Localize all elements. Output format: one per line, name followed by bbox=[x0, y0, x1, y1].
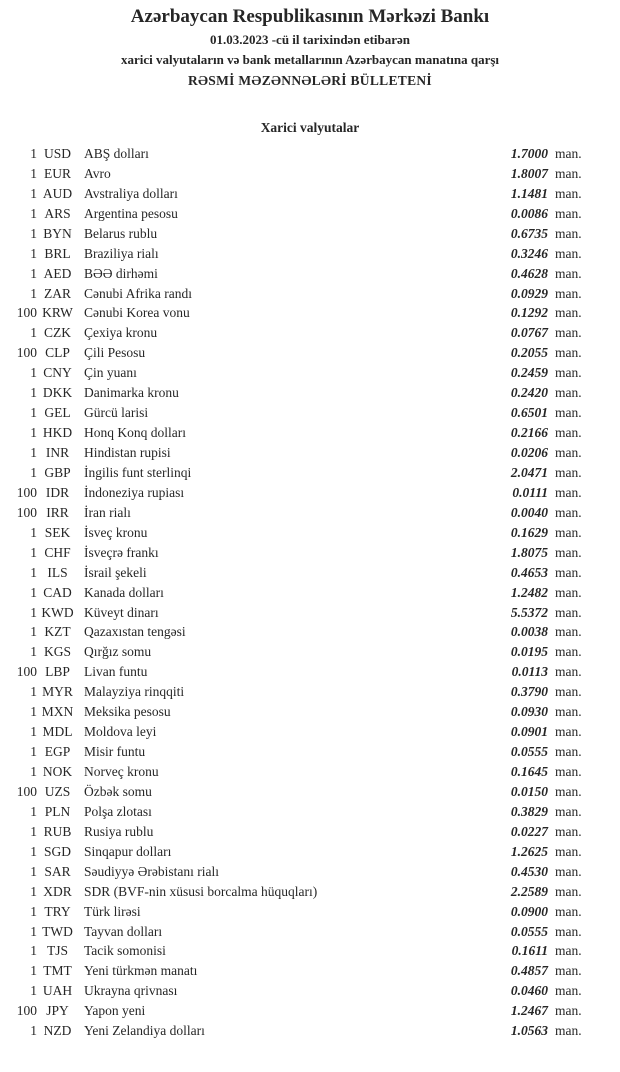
exchange-rate-value: 0.3790 bbox=[510, 684, 548, 700]
currency-code: NZD bbox=[43, 1023, 72, 1039]
currency-unit-label: man. bbox=[555, 345, 582, 361]
currency-quantity: 1 bbox=[30, 325, 37, 341]
exchange-rate-row bbox=[0, 443, 620, 463]
exchange-rate-row bbox=[0, 164, 620, 184]
currency-quantity: 1 bbox=[30, 584, 37, 600]
currency-unit-label: man. bbox=[555, 983, 582, 999]
bulletin-header bbox=[0, 0, 620, 89]
currency-code: CLP bbox=[45, 345, 70, 361]
exchange-rate-row bbox=[0, 483, 620, 503]
currency-unit-label: man. bbox=[555, 883, 582, 899]
currency-quantity: 1 bbox=[30, 225, 37, 241]
currency-code: IRR bbox=[46, 504, 69, 520]
currency-quantity: 1 bbox=[30, 843, 37, 859]
currency-quantity: 1 bbox=[30, 245, 37, 261]
currency-quantity: 1 bbox=[30, 445, 37, 461]
exchange-rate-value: 5.5372 bbox=[510, 604, 548, 620]
currency-unit-label: man. bbox=[555, 405, 582, 421]
exchange-rate-row bbox=[0, 802, 620, 822]
exchange-rate-value: 0.0929 bbox=[510, 285, 548, 301]
exchange-rate-row bbox=[0, 224, 620, 244]
exchange-rate-row bbox=[0, 463, 620, 483]
currency-quantity: 100 bbox=[16, 664, 37, 680]
exchange-rate-value: 0.2055 bbox=[510, 345, 548, 361]
exchange-rate-row bbox=[0, 523, 620, 543]
currency-unit-label: man. bbox=[555, 285, 582, 301]
currency-name: Çili Pesosu bbox=[84, 345, 146, 361]
exchange-rate-value: 0.1629 bbox=[510, 524, 548, 540]
exchange-rate-value: 1.8007 bbox=[510, 165, 548, 181]
exchange-rate-row bbox=[0, 682, 620, 702]
currency-quantity: 1 bbox=[30, 425, 37, 441]
currency-code: AUD bbox=[42, 185, 73, 201]
exchange-rate-row bbox=[0, 603, 620, 623]
currency-unit-label: man. bbox=[555, 863, 582, 879]
exchange-rate-row bbox=[0, 822, 620, 842]
currency-code: KWD bbox=[41, 604, 74, 620]
currency-name: Cənubi Afrika randı bbox=[84, 285, 192, 301]
exchange-rate-value: 1.2482 bbox=[510, 584, 548, 600]
exchange-rate-value: 0.4628 bbox=[510, 265, 548, 281]
exchange-rate-row bbox=[0, 383, 620, 403]
currency-code: SGD bbox=[43, 843, 71, 859]
currency-name: İsrail şekeli bbox=[84, 564, 147, 580]
currency-name: Sinqapur dolları bbox=[84, 843, 172, 859]
currency-name: Yeni Zelandiya dolları bbox=[84, 1023, 205, 1039]
exchange-rate-row bbox=[0, 762, 620, 782]
currency-code: BYN bbox=[43, 225, 72, 241]
exchange-rate-value: 0.0900 bbox=[510, 903, 548, 919]
currency-unit-label: man. bbox=[555, 305, 582, 321]
currency-name: Qazaxıstan tengəsi bbox=[84, 624, 186, 640]
currency-unit-label: man. bbox=[555, 1003, 582, 1019]
currency-name: Yapon yeni bbox=[84, 1003, 146, 1019]
currency-code: SEK bbox=[44, 524, 71, 540]
currency-name: İndoneziya rupiası bbox=[84, 484, 185, 500]
exchange-rate-row bbox=[0, 942, 620, 962]
currency-unit-label: man. bbox=[555, 744, 582, 760]
currency-unit-label: man. bbox=[555, 425, 582, 441]
currency-name: Livan funtu bbox=[84, 664, 148, 680]
exchange-rate-row bbox=[0, 563, 620, 583]
currency-name: Gürcü larisi bbox=[84, 405, 149, 421]
exchange-rate-value: 0.6501 bbox=[510, 405, 548, 421]
currency-quantity: 1 bbox=[30, 1023, 37, 1039]
exchange-rate-value: 0.0460 bbox=[510, 983, 548, 999]
exchange-rate-row bbox=[0, 363, 620, 383]
currency-unit-label: man. bbox=[555, 783, 582, 799]
currency-name: İsveçrə frankı bbox=[84, 544, 159, 560]
currency-code: JPY bbox=[46, 1003, 69, 1019]
currency-unit-label: man. bbox=[555, 385, 582, 401]
exchange-rate-value: 1.2467 bbox=[510, 1003, 548, 1019]
currency-quantity: 1 bbox=[30, 903, 37, 919]
exchange-rate-value: 0.0086 bbox=[510, 205, 548, 221]
exchange-rate-row bbox=[0, 284, 620, 304]
currency-name: Ukrayna qrivnası bbox=[84, 983, 178, 999]
exchange-rate-row bbox=[0, 1001, 620, 1021]
currency-unit-label: man. bbox=[555, 265, 582, 281]
currency-name: Norveç kronu bbox=[84, 764, 159, 780]
exchange-rate-value: 0.0227 bbox=[510, 823, 548, 839]
currency-code: GEL bbox=[44, 405, 71, 421]
currency-quantity: 1 bbox=[30, 165, 37, 181]
currency-quantity: 1 bbox=[30, 744, 37, 760]
exchange-rate-row bbox=[0, 244, 620, 264]
exchange-rate-row bbox=[0, 662, 620, 682]
bulletin-title: RƏSMİ MƏZƏNNƏLƏRİ BÜLLETENİ bbox=[187, 73, 432, 88]
exchange-rate-row bbox=[0, 144, 620, 164]
exchange-rate-value: 0.0040 bbox=[510, 504, 548, 520]
currency-code: EGP bbox=[44, 744, 71, 760]
currency-quantity: 1 bbox=[30, 604, 37, 620]
exchange-rate-row bbox=[0, 623, 620, 643]
exchange-rate-value: 0.3246 bbox=[510, 245, 548, 261]
currency-unit-label: man. bbox=[555, 325, 582, 341]
currency-name: Türk lirəsi bbox=[84, 903, 141, 919]
currency-quantity: 1 bbox=[30, 983, 37, 999]
currency-code: NOK bbox=[42, 764, 73, 780]
exchange-rate-value: 2.0471 bbox=[510, 464, 548, 480]
exchange-rate-value: 0.0206 bbox=[510, 445, 548, 461]
currency-unit-label: man. bbox=[555, 664, 582, 680]
exchange-rate-value: 1.7000 bbox=[510, 145, 548, 161]
exchange-rate-value: 0.6735 bbox=[510, 225, 548, 241]
currency-quantity: 1 bbox=[30, 385, 37, 401]
currency-name: Cənubi Korea vonu bbox=[84, 305, 190, 321]
currency-quantity: 1 bbox=[30, 764, 37, 780]
exchange-rate-value: 1.8075 bbox=[510, 544, 548, 560]
currency-code: LBP bbox=[45, 664, 70, 680]
exchange-rate-value: 0.0038 bbox=[510, 624, 548, 640]
exchange-rate-row bbox=[0, 862, 620, 882]
currency-name: Meksika pesosu bbox=[84, 704, 171, 720]
currency-unit-label: man. bbox=[555, 225, 582, 241]
currency-quantity: 1 bbox=[30, 644, 37, 660]
currency-quantity: 100 bbox=[16, 305, 37, 321]
currency-name: Hindistan rupisi bbox=[84, 445, 171, 461]
currency-code: PLN bbox=[44, 803, 71, 819]
currency-quantity: 100 bbox=[16, 484, 37, 500]
exchange-rate-row bbox=[0, 184, 620, 204]
currency-name: Özbək somu bbox=[84, 783, 152, 799]
currency-unit-label: man. bbox=[555, 764, 582, 780]
exchange-rate-row bbox=[0, 343, 620, 363]
currency-code: ARS bbox=[44, 205, 71, 221]
currency-name: BƏƏ dirhəmi bbox=[84, 265, 158, 281]
currency-unit-label: man. bbox=[555, 544, 582, 560]
currency-code: CAD bbox=[43, 584, 72, 600]
currency-name: İngilis funt sterlinqi bbox=[84, 464, 192, 480]
exchange-rate-value: 0.0901 bbox=[510, 724, 548, 740]
exchange-rate-row bbox=[0, 961, 620, 981]
currency-name: Rusiya rublu bbox=[84, 823, 154, 839]
currency-quantity: 1 bbox=[30, 963, 37, 979]
currency-name: Argentina pesosu bbox=[84, 205, 178, 221]
currency-quantity: 1 bbox=[30, 823, 37, 839]
currency-quantity: 1 bbox=[30, 564, 37, 580]
currency-quantity: 1 bbox=[30, 524, 37, 540]
currency-code: XDR bbox=[43, 883, 72, 899]
currency-code: SAR bbox=[44, 863, 71, 879]
currency-quantity: 1 bbox=[30, 724, 37, 740]
currency-quantity: 1 bbox=[30, 883, 37, 899]
currency-quantity: 1 bbox=[30, 464, 37, 480]
exchange-rate-row bbox=[0, 423, 620, 443]
currency-unit-label: man. bbox=[555, 185, 582, 201]
exchange-rate-value: 0.0555 bbox=[510, 923, 548, 939]
currency-quantity: 1 bbox=[30, 863, 37, 879]
currency-unit-label: man. bbox=[555, 584, 582, 600]
exchange-rate-row bbox=[0, 902, 620, 922]
exchange-rate-value: 0.1292 bbox=[510, 305, 548, 321]
exchange-rate-row bbox=[0, 702, 620, 722]
currency-code: BRL bbox=[44, 245, 71, 261]
exchange-rate-value: 0.1645 bbox=[510, 764, 548, 780]
section-title-foreign-currencies: Xarici valyutalar bbox=[260, 120, 360, 135]
exchange-rate-row bbox=[0, 583, 620, 603]
exchange-rate-value: 0.2166 bbox=[510, 425, 548, 441]
exchange-rate-row bbox=[0, 323, 620, 343]
exchange-rate-value: 0.0113 bbox=[511, 664, 548, 680]
currency-name: Küveyt dinarı bbox=[84, 604, 159, 620]
currency-code: CHF bbox=[44, 544, 71, 560]
currency-quantity: 1 bbox=[30, 624, 37, 640]
currency-quantity: 100 bbox=[16, 1003, 37, 1019]
currency-unit-label: man. bbox=[555, 524, 582, 540]
exchange-rate-row bbox=[0, 503, 620, 523]
currency-code: AED bbox=[43, 265, 72, 281]
currency-code: IDR bbox=[45, 484, 70, 500]
currency-quantity: 1 bbox=[30, 544, 37, 560]
currency-name: Tacik somonisi bbox=[84, 943, 166, 959]
currency-name: Tayvan dolları bbox=[84, 923, 163, 939]
currency-unit-label: man. bbox=[555, 245, 582, 261]
currency-quantity: 1 bbox=[30, 205, 37, 221]
currency-name: Qırğız somu bbox=[84, 644, 152, 660]
currency-code: TRY bbox=[44, 903, 71, 919]
currency-code: UZS bbox=[44, 783, 71, 799]
currency-unit-label: man. bbox=[555, 445, 582, 461]
currency-name: Yeni türkmən manatı bbox=[84, 963, 198, 979]
exchange-rate-value: 0.2459 bbox=[510, 365, 548, 381]
currency-code: TMT bbox=[43, 963, 72, 979]
exchange-rate-row bbox=[0, 981, 620, 1001]
currency-unit-label: man. bbox=[555, 704, 582, 720]
currency-quantity: 100 bbox=[16, 504, 37, 520]
currency-quantity: 1 bbox=[30, 704, 37, 720]
currency-quantity: 1 bbox=[30, 684, 37, 700]
exchange-rate-value: 0.4857 bbox=[510, 963, 548, 979]
currency-quantity: 1 bbox=[30, 405, 37, 421]
exchange-rate-value: 0.4653 bbox=[510, 564, 548, 580]
bulletin-subtitle: xarici valyutaların və bank metallarının Azərbaycan manatına qarşı bbox=[120, 52, 500, 67]
exchange-rate-row bbox=[0, 882, 620, 902]
currency-name: Səudiyyə Ərəbistanı rialı bbox=[84, 863, 219, 879]
currency-code: EUR bbox=[44, 165, 71, 181]
currency-quantity: 1 bbox=[30, 803, 37, 819]
currency-name: Avro bbox=[84, 165, 111, 181]
currency-code: TJS bbox=[46, 943, 68, 959]
currency-quantity: 1 bbox=[30, 265, 37, 281]
exchange-rate-value: 0.0150 bbox=[510, 783, 548, 799]
exchange-rate-row bbox=[0, 543, 620, 563]
exchange-rate-value: 0.4530 bbox=[510, 863, 548, 879]
currency-name: Misir funtu bbox=[84, 744, 146, 760]
currency-quantity: 100 bbox=[16, 345, 37, 361]
currency-name: İran rialı bbox=[84, 504, 131, 520]
currency-unit-label: man. bbox=[555, 365, 582, 381]
exchange-rate-row bbox=[0, 204, 620, 224]
currency-quantity: 1 bbox=[30, 145, 37, 161]
currency-unit-label: man. bbox=[555, 604, 582, 620]
currency-name: Polşa zlotası bbox=[84, 803, 152, 819]
exchange-rate-row bbox=[0, 922, 620, 942]
currency-quantity: 1 bbox=[30, 365, 37, 381]
exchange-rate-value: 0.0930 bbox=[510, 704, 548, 720]
exchange-rate-row bbox=[0, 304, 620, 324]
currency-code: MXN bbox=[41, 704, 74, 720]
currency-name: Braziliya rialı bbox=[84, 245, 159, 261]
currency-code: USD bbox=[43, 145, 71, 161]
currency-name: Kanada dolları bbox=[84, 584, 164, 600]
currency-unit-label: man. bbox=[555, 823, 582, 839]
currency-code: MDL bbox=[42, 724, 73, 740]
currency-code: UAH bbox=[42, 983, 73, 999]
currency-name: Belarus rublu bbox=[84, 225, 158, 241]
exchange-rate-value: 0.0111 bbox=[512, 484, 548, 500]
currency-code: KGS bbox=[43, 644, 71, 660]
currency-code: CZK bbox=[44, 325, 71, 341]
exchange-rate-value: 0.0555 bbox=[510, 744, 548, 760]
currency-code: TWD bbox=[42, 923, 73, 939]
currency-name: Danimarka kronu bbox=[84, 385, 179, 401]
exchange-rate-row bbox=[0, 842, 620, 862]
exchange-rate-row bbox=[0, 264, 620, 284]
currency-unit-label: man. bbox=[555, 464, 582, 480]
effective-date-line: 01.03.2023 -cü il tarixindən etibarən bbox=[209, 32, 411, 47]
exchange-rate-row bbox=[0, 642, 620, 662]
currency-unit-label: man. bbox=[555, 205, 582, 221]
currency-unit-label: man. bbox=[555, 803, 582, 819]
currency-code: RUB bbox=[43, 823, 72, 839]
currency-unit-label: man. bbox=[555, 943, 582, 959]
exchange-rate-row bbox=[0, 1021, 620, 1041]
currency-name: Malayziya rinqqiti bbox=[84, 684, 185, 700]
currency-unit-label: man. bbox=[555, 624, 582, 640]
currency-name: Avstraliya dolları bbox=[84, 185, 178, 201]
currency-unit-label: man. bbox=[555, 903, 582, 919]
bank-name-title: Azərbaycan Respublikasının Mərkəzi Bankı bbox=[130, 6, 490, 27]
currency-unit-label: man. bbox=[555, 843, 582, 859]
currency-code: ZAR bbox=[44, 285, 71, 301]
currency-unit-label: man. bbox=[555, 1023, 582, 1039]
currency-code: CNY bbox=[43, 365, 72, 381]
currency-unit-label: man. bbox=[555, 724, 582, 740]
currency-name: Moldova leyi bbox=[84, 724, 157, 740]
currency-code: GBP bbox=[44, 464, 71, 480]
exchange-rate-value: 2.2589 bbox=[510, 883, 548, 899]
currency-quantity: 1 bbox=[30, 923, 37, 939]
exchange-rate-row bbox=[0, 403, 620, 423]
currency-name: İsveç kronu bbox=[84, 524, 148, 540]
exchange-rate-table bbox=[0, 144, 620, 1041]
currency-code: INR bbox=[45, 445, 70, 461]
exchange-rate-value: 0.3829 bbox=[510, 803, 548, 819]
currency-code: ILS bbox=[47, 564, 68, 580]
currency-code: KZT bbox=[44, 624, 71, 640]
exchange-rate-value: 0.2420 bbox=[510, 385, 548, 401]
currency-quantity: 1 bbox=[30, 943, 37, 959]
currency-name: Çexiya kronu bbox=[84, 325, 158, 341]
currency-name: ABŞ dolları bbox=[84, 145, 149, 161]
currency-name: Honq Konq dolları bbox=[84, 425, 186, 441]
currency-code: MYR bbox=[42, 684, 73, 700]
currency-unit-label: man. bbox=[555, 923, 582, 939]
currency-quantity: 1 bbox=[30, 185, 37, 201]
currency-unit-label: man. bbox=[555, 165, 582, 181]
currency-unit-label: man. bbox=[555, 963, 582, 979]
currency-code: HKD bbox=[42, 425, 73, 441]
currency-unit-label: man. bbox=[555, 644, 582, 660]
currency-quantity: 100 bbox=[16, 783, 37, 799]
currency-name: Çin yuanı bbox=[84, 365, 137, 381]
exchange-rate-row bbox=[0, 722, 620, 742]
exchange-rate-value: 0.0767 bbox=[510, 325, 548, 341]
currency-unit-label: man. bbox=[555, 564, 582, 580]
exchange-rate-value: 1.2625 bbox=[510, 843, 548, 859]
currency-unit-label: man. bbox=[555, 684, 582, 700]
exchange-rate-row bbox=[0, 742, 620, 762]
exchange-rate-row bbox=[0, 782, 620, 802]
currency-code: DKK bbox=[42, 385, 73, 401]
currency-unit-label: man. bbox=[555, 504, 582, 520]
currency-quantity: 1 bbox=[30, 285, 37, 301]
currency-name: SDR (BVF-nin xüsusi borcalma hüquqları) bbox=[84, 883, 318, 899]
currency-code: KRW bbox=[42, 305, 73, 321]
exchange-rate-value: 1.0563 bbox=[510, 1023, 548, 1039]
currency-unit-label: man. bbox=[555, 484, 582, 500]
exchange-rate-value: 0.0195 bbox=[510, 644, 548, 660]
currency-unit-label: man. bbox=[555, 145, 582, 161]
exchange-rate-value: 0.1611 bbox=[511, 943, 548, 959]
exchange-rate-value: 1.1481 bbox=[510, 185, 548, 201]
